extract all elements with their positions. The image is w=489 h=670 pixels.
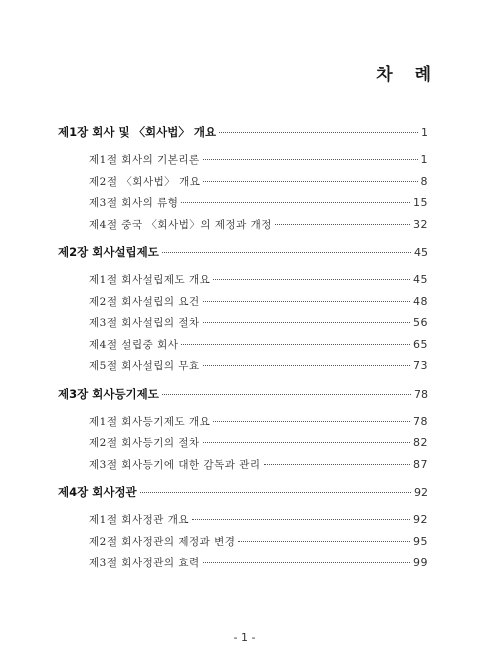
page-number-footer: - 1 - bbox=[233, 631, 256, 644]
toc-page-number: 65 bbox=[413, 337, 428, 351]
toc-leader-dots bbox=[162, 394, 411, 395]
toc-page-number: 73 bbox=[413, 359, 428, 372]
toc-page-number: 78 bbox=[413, 414, 428, 428]
toc-chapter-label: 제3장 회사등기제도 bbox=[58, 386, 159, 401]
toc-page-number: 56 bbox=[413, 316, 428, 329]
toc-leader-dots bbox=[264, 464, 410, 465]
toc-page-number: 32 bbox=[413, 217, 428, 231]
toc-section[interactable] bbox=[58, 195, 428, 217]
toc-chapter[interactable] bbox=[58, 124, 428, 146]
toc-chapter[interactable] bbox=[58, 244, 428, 266]
toc-leader-dots bbox=[203, 181, 417, 182]
toc-section-label: 제1절 회사등기제도 개요 bbox=[89, 415, 211, 428]
toc-section[interactable] bbox=[58, 512, 428, 534]
toc-page-number: 45 bbox=[414, 246, 428, 259]
toc-leader-dots bbox=[181, 344, 410, 345]
toc-leader-dots bbox=[203, 159, 418, 160]
toc-section[interactable] bbox=[58, 435, 428, 457]
toc-section[interactable] bbox=[58, 315, 428, 337]
toc-page-number: 8 bbox=[420, 174, 428, 188]
toc-section-label: 제2절 회사등기의 절차 bbox=[89, 437, 200, 449]
toc-page-number: 78 bbox=[414, 387, 428, 401]
toc-leader-dots bbox=[219, 132, 418, 133]
toc-page-number: 92 bbox=[413, 513, 428, 526]
toc-section[interactable] bbox=[58, 217, 428, 239]
toc-page-number: 1 bbox=[421, 126, 428, 139]
toc-section[interactable] bbox=[58, 534, 428, 556]
toc-chapter-label: 제1장 회사 및 〈회사법〉 개요 bbox=[58, 125, 217, 139]
toc-leader-dots bbox=[213, 421, 410, 422]
toc-page-number: 95 bbox=[413, 534, 428, 548]
toc-leader-dots bbox=[203, 322, 410, 323]
page-title: 차 례 bbox=[376, 65, 439, 85]
toc-section[interactable] bbox=[58, 272, 428, 294]
toc-leader-dots bbox=[275, 224, 410, 225]
toc-page-number: 87 bbox=[413, 457, 428, 471]
toc-section[interactable] bbox=[58, 152, 428, 174]
toc-page-number: 92 bbox=[414, 486, 428, 499]
toc-page-number: 15 bbox=[413, 196, 428, 209]
toc-section-label: 제4절 설립중 회사 bbox=[89, 338, 179, 351]
toc-leader-dots bbox=[203, 442, 410, 443]
toc-chapter[interactable] bbox=[58, 484, 428, 506]
table-of-contents bbox=[58, 124, 428, 577]
toc-section[interactable] bbox=[58, 358, 428, 380]
toc-leader-dots bbox=[213, 279, 410, 280]
toc-section-label: 제3절 회사정관의 효력 bbox=[89, 557, 200, 569]
toc-section-label: 제2절 회사설립의 요건 bbox=[89, 295, 200, 308]
toc-chapter-label: 제2장 회사설립제도 bbox=[58, 245, 159, 259]
toc-leader-dots bbox=[203, 562, 410, 563]
toc-page-number: 82 bbox=[413, 436, 428, 449]
toc-section-label: 제1절 회사설립제도 개요 bbox=[89, 274, 211, 286]
toc-section-label: 제1절 회사정관 개요 bbox=[89, 514, 189, 526]
toc-section[interactable] bbox=[58, 294, 428, 316]
toc-leader-dots bbox=[192, 519, 410, 520]
toc-leader-dots bbox=[181, 202, 410, 203]
toc-section-label: 제1절 회사의 기본리론 bbox=[89, 154, 200, 166]
toc-page-number: 1 bbox=[420, 153, 428, 166]
toc-section[interactable] bbox=[58, 457, 428, 479]
toc-section[interactable] bbox=[58, 337, 428, 359]
toc-leader-dots bbox=[162, 252, 411, 253]
toc-chapter-label: 제4장 회사정관 bbox=[58, 485, 137, 499]
toc-section[interactable] bbox=[58, 555, 428, 577]
toc-page-number: 99 bbox=[413, 556, 428, 569]
toc-section-label: 제3절 회사의 류형 bbox=[89, 197, 179, 209]
toc-page-number: 48 bbox=[413, 294, 428, 308]
toc-section[interactable] bbox=[58, 174, 428, 196]
toc-page-number: 45 bbox=[413, 273, 428, 286]
toc-section-label: 제4절 중국 〈회사법〉의 제정과 개정 bbox=[89, 218, 272, 231]
toc-section[interactable] bbox=[58, 414, 428, 436]
toc-section-label: 제2절 회사정관의 제정과 변경 bbox=[89, 535, 236, 548]
toc-section-label: 제5절 회사설립의 무효 bbox=[89, 360, 200, 372]
toc-section-label: 제3절 회사설립의 절차 bbox=[89, 317, 200, 329]
toc-leader-dots bbox=[238, 541, 410, 542]
toc-leader-dots bbox=[203, 365, 410, 366]
toc-leader-dots bbox=[203, 301, 410, 302]
toc-leader-dots bbox=[140, 492, 411, 493]
toc-section-label: 제2절 〈회사법〉 개요 bbox=[89, 175, 201, 188]
toc-section-label: 제3절 회사등기에 대한 감독과 관리 bbox=[89, 458, 261, 471]
toc-chapter[interactable] bbox=[58, 386, 428, 408]
